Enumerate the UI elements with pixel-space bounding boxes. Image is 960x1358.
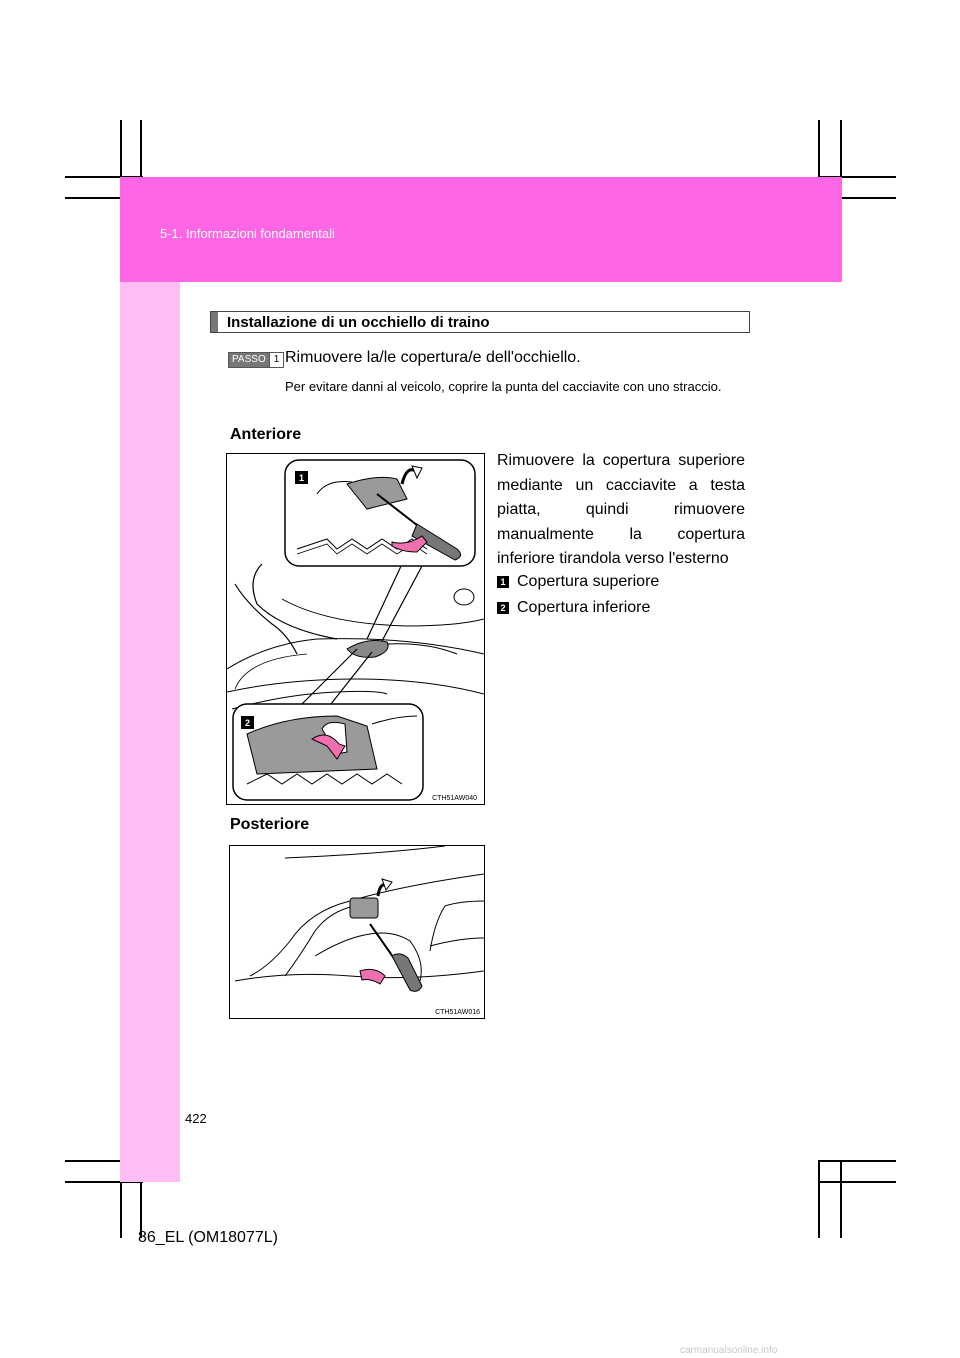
legend-item — [497, 573, 659, 591]
page-number: 422 — [185, 1111, 207, 1126]
document-code: 86_EL (OM18077L) — [138, 1229, 278, 1246]
legend-marker: 2 — [497, 602, 509, 614]
front-figure-code: CTH51AW040 — [432, 795, 477, 802]
crop-mark — [818, 1181, 896, 1183]
front-description: Rimuovere la copertura superiore mediante un cacciavite a testa piatta, quindi rimuovere manualmente la copertura inferiore tirandola verso l'esterno — [497, 452, 745, 567]
watermark: carmanualsonline.info — [680, 1345, 778, 1356]
crop-mark — [818, 1160, 820, 1238]
side-strip — [120, 282, 180, 1182]
section-title: Installazione di un occhiello di traino — [227, 314, 490, 331]
rear-illustration-drawing — [230, 846, 484, 1018]
legend-marker: 1 — [497, 576, 509, 588]
callout-2-marker: 2 — [244, 718, 251, 728]
title-tab — [211, 312, 218, 332]
step-text: Rimuovere la/le copertura/e dell'occhiello. — [285, 349, 581, 366]
legend-item — [497, 599, 650, 617]
front-illustration-drawing — [227, 454, 484, 804]
crop-mark — [840, 1160, 842, 1238]
rear-illustration — [229, 845, 485, 1019]
section-title-bar — [210, 311, 750, 333]
front-heading: Anteriore — [230, 426, 302, 443]
step-note: Per evitare danni al veicolo, coprire la punta del cacciavite con uno straccio. — [285, 379, 722, 394]
legend-label: Copertura superiore — [517, 573, 660, 590]
section-label: 5-1. Informazioni fondamentali — [160, 226, 335, 241]
crop-mark — [818, 1160, 896, 1162]
step-badge — [228, 352, 284, 368]
front-illustration — [226, 453, 485, 805]
step-badge-label: PASSO — [229, 353, 269, 367]
legend-label: Copertura inferiore — [517, 599, 651, 616]
step-badge-number: 1 — [269, 353, 284, 367]
rear-figure-code: CTH51AW016 — [435, 1009, 480, 1016]
callout-1-marker: 1 — [298, 473, 305, 483]
rear-heading: Posteriore — [230, 816, 310, 833]
